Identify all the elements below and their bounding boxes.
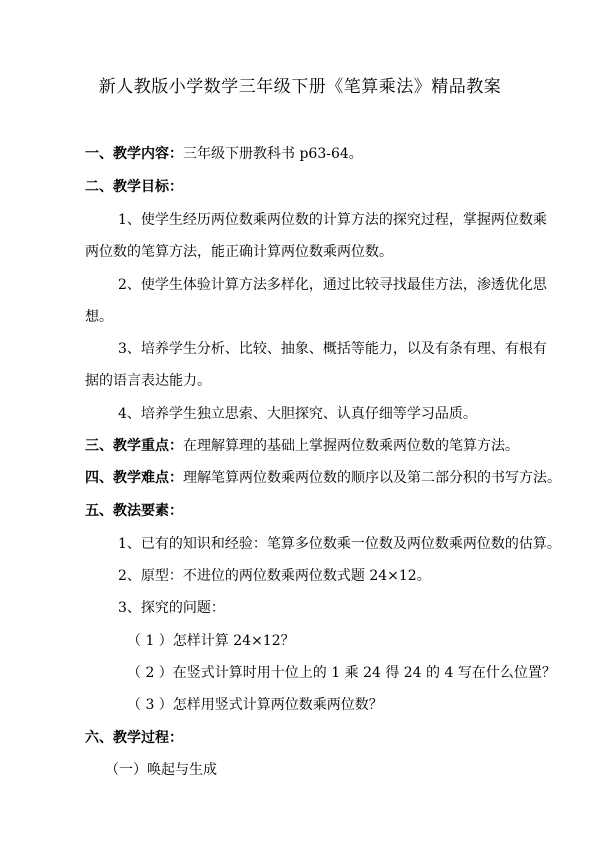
section-key-points — [85, 436, 519, 456]
section-difficulties — [85, 468, 561, 488]
question-1: （ 1 ）怎样计算 24×12？ — [127, 633, 295, 649]
goal-3-line-1: 3、培养学生分析、比较、抽象、概括等能力，以及有条有理、有根有 — [118, 341, 547, 357]
section-text: 三年级下册教科书 p63-64。 — [183, 146, 363, 162]
goal-1-line-2: 两位数的笔算方法，能正确计算两位数乘两位数。 — [85, 244, 393, 260]
section-text: 在理解算理的基础上掌握两位数乘两位数的笔算方法。 — [183, 438, 519, 454]
section-heading: 三、教学重点： — [85, 438, 183, 454]
section-heading: 一、教学内容： — [85, 146, 183, 162]
goal-3-line-2: 据的语言表达能力。 — [85, 373, 211, 389]
section-heading-method: 五、教法要素： — [85, 503, 183, 519]
section-teaching-content — [85, 144, 363, 164]
method-item-3: 3、探究的问题： — [118, 600, 225, 616]
process-subheading: （一）唤起与生成 — [105, 762, 217, 778]
section-text: 理解笔算两位数乘两位数的顺序以及第二部分积的书写方法。 — [183, 470, 561, 486]
goal-2-line-1: 2、使学生体验计算方法多样化，通过比较寻找最佳方法，渗透优化思 — [118, 277, 547, 293]
document-title: 新人教版小学数学三年级下册《笔算乘法》精品教案 — [98, 77, 502, 97]
goal-1-line-1: 1、使学生经历两位数乘两位数的计算方法的探究过程，掌握两位数乘 — [118, 212, 547, 228]
method-item-2: 2、原型：不进位的两位数乘两位数式题 24×12。 — [118, 568, 431, 584]
section-heading-goals: 二、教学目标： — [85, 179, 183, 195]
goal-2-line-2: 想。 — [85, 309, 113, 325]
question-2: （ 2 ）在竖式计算时用十位上的 1 乘 24 得 24 的 4 写在什么位置？ — [127, 665, 556, 681]
section-heading-process: 六、教学过程： — [85, 730, 183, 746]
section-heading: 四、教学难点： — [85, 470, 183, 486]
question-3: （ 3 ）怎样用竖式计算两位数乘两位数？ — [127, 697, 383, 713]
method-item-1: 1、已有的知识和经验：笔算多位数乘一位数及两位数乘两位数的估算。 — [118, 536, 561, 552]
goal-4-line-1: 4、培养学生独立思索、大胆探究、认真仔细等学习品质。 — [118, 406, 477, 422]
